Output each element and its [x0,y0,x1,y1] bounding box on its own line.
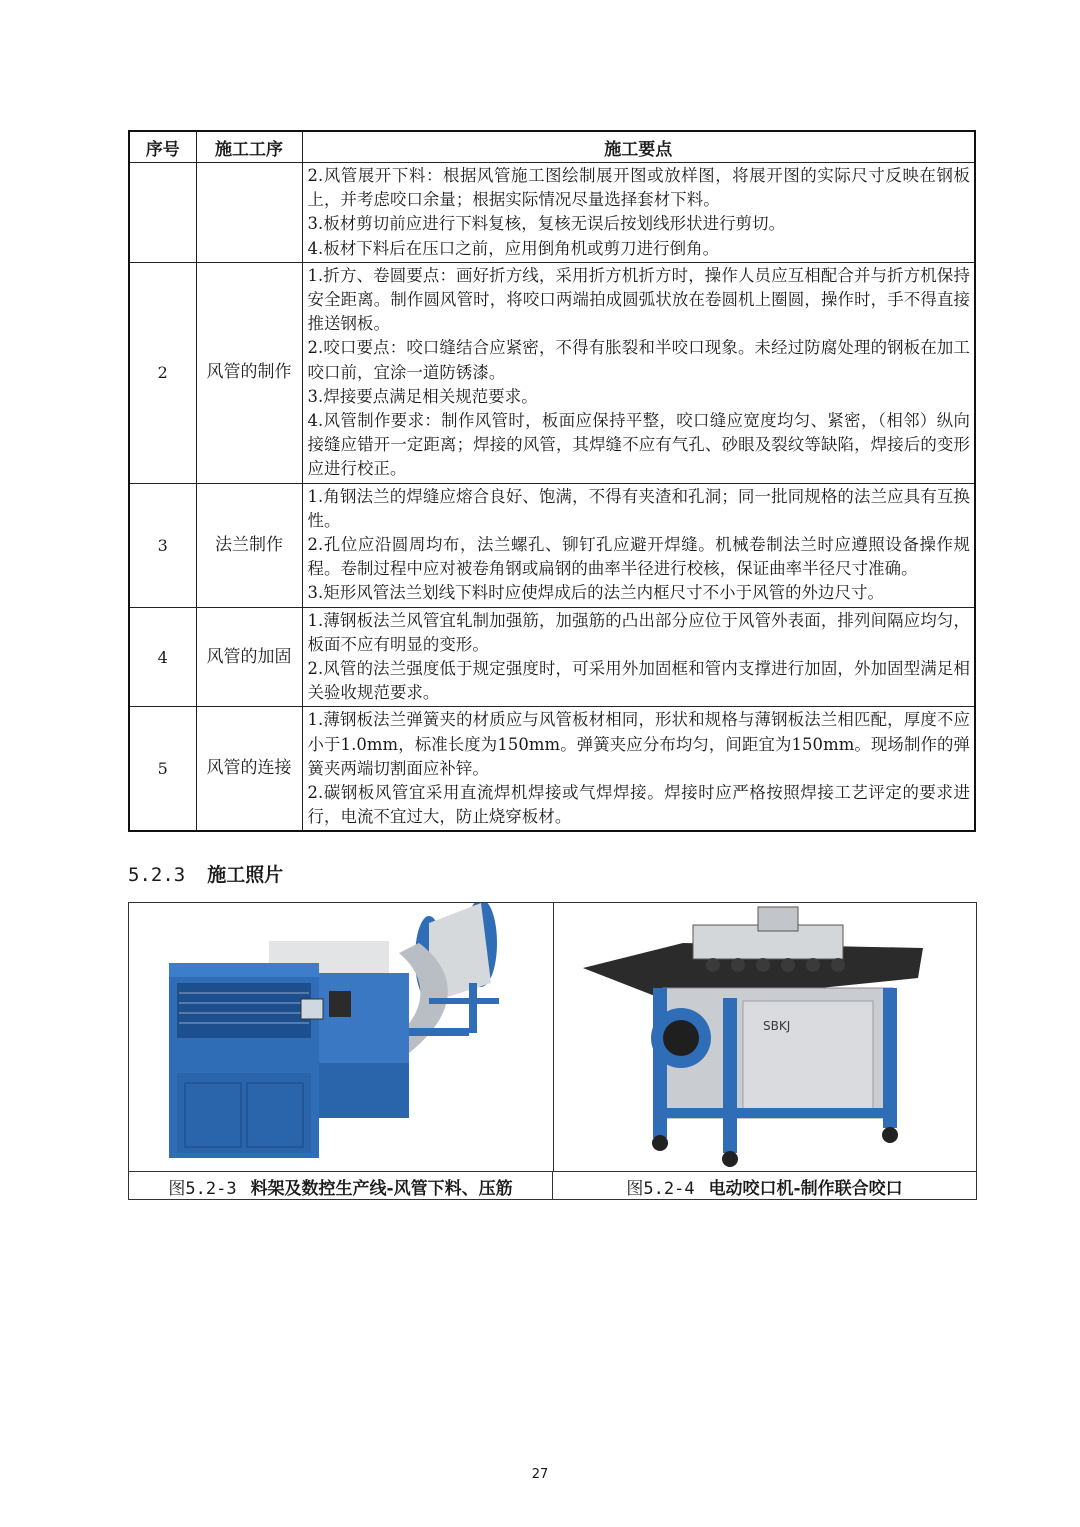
construction-points-table [128,130,976,832]
point-item: 2.风管的法兰强度低于规定强度时，可采用外加固框和管内支撑进行加固，外加固型满足相关验收规范要求。 [307,659,970,703]
section-number: 5.2.3 [128,864,186,886]
row-process: 风管的加固 [196,607,302,707]
row-no [129,163,196,263]
point-item: 3.板材剪切前应进行下料复核，复核无误后按划线形状进行剪切。 [307,214,786,234]
section-heading [128,860,283,887]
figure-caption-text: 料架及数控生产线-风管下料、压筋 [250,1178,513,1199]
point-item: 4.风管制作要求：制作风管时，板面应保持平整，咬口缝应宽度均匀、紧密，（相邻）纵向接缝应错开一定距离；焊接的风管，其焊缝不应有气孔、砂眼及裂纹等缺陷，焊接后的变形应进行校正。 [307,411,970,479]
figure-production-line-image [129,903,554,1171]
table-row [129,607,975,707]
row-points [302,163,975,263]
table-header-row [129,131,975,163]
point-item: 1.折方、卷圆要点：画好折方线，采用折方机折方时，操作人员应互相配合并与折方机保持安全距离。制作圆风管时，将咬口两端拍成圆弧状放在卷圆机上圈圆，操作时，手不得直接推送钢板。 [307,265,970,334]
table-row [129,707,975,832]
point-item: 1.薄钢板法兰风管宜轧制加强筋，加强筋的凸出部分应位于风管外表面，排列间隔应均匀，板面不应有明显的变形。 [307,610,970,654]
row-points [302,607,975,707]
figure-caption-production-line [129,1171,553,1200]
header-points: 施工要点 [302,131,975,163]
figure-number: 图5.2-3 [168,1178,237,1199]
figure-table [128,902,977,1200]
row-process: 风管的制作 [196,262,302,483]
lockformer-illustration [553,903,976,1171]
production-line-illustration [129,903,553,1171]
row-points [302,483,975,607]
point-item: 1.角钢法兰的焊缝应熔合良好、饱满，不得有夹渣和孔洞；同一批同规格的法兰应具有互换性。 [307,486,970,530]
row-process: 风管的连接 [196,707,302,832]
row-process [196,163,302,263]
point-item: 2.孔位应沿圆周均布，法兰螺孔、铆钉孔应避开焊缝。机械卷制法兰时应遵照设备操作规程。卷制过程中应对被卷角钢或扁钢的曲率半径进行校核，保证曲率半径尺寸准确。 [307,535,970,579]
row-points [302,707,975,832]
figure-caption-text: 电动咬口机-制作联合咬口 [708,1179,903,1199]
point-item: 4.板材下料后在压口之前，应用倒角机或剪刀进行倒角。 [307,238,720,258]
section-title: 施工照片 [207,864,284,886]
table-row [129,262,975,483]
point-item: 1.薄钢板法兰弹簧夹的材质应与风管板材相同，形状和规格与薄钢板法兰相匹配，厚度不应小于1.0mm，标准长度为150mm。弹簧夹应分布均匀，间距宜为150mm。现场制作的弹簧夹两端切割面应补锌。 [307,710,970,778]
figure-lockformer-image [553,903,976,1171]
point-item: 2.风管展开下料：根据风管施工图绘制展开图或放样图，将展开图的实际尺寸反映在钢板上，并考虑咬口余量；根据实际情况尽量选择套材下料。 [307,166,970,210]
row-no: 3 [129,483,196,607]
table-row [129,163,975,263]
row-process: 法兰制作 [196,483,302,607]
point-item: 2.咬口要点：咬口缝结合应紧密，不得有胀裂和半咬口现象。未经过防腐处理的钢板在加工咬口前，宜涂一道防锈漆。 [307,338,970,382]
page-number: 27 [531,1467,549,1482]
figure-caption-lockformer [553,1171,976,1201]
header-no: 序号 [129,131,196,163]
row-no: 5 [129,707,196,832]
row-points [302,262,975,483]
row-no: 2 [129,262,196,483]
figure-number: 图5.2-4 [626,1179,695,1199]
point-item: 2.碳钢板风管宜采用直流焊机焊接或气焊焊接。焊接时应严格按照焊接工艺评定的要求进行，电流不宜过大，防止烧穿板材。 [307,783,970,827]
point-item: 3.矩形风管法兰划线下料时应使焊成后的法兰内框尺寸不小于风管的外边尺寸。 [307,583,885,603]
row-no: 4 [129,607,196,707]
header-process: 施工工序 [196,131,302,163]
table-row [129,483,975,607]
svg-text:SBKJ: SBKJ [763,1019,791,1033]
point-item: 3.焊接要点满足相关规范要求。 [307,386,538,406]
